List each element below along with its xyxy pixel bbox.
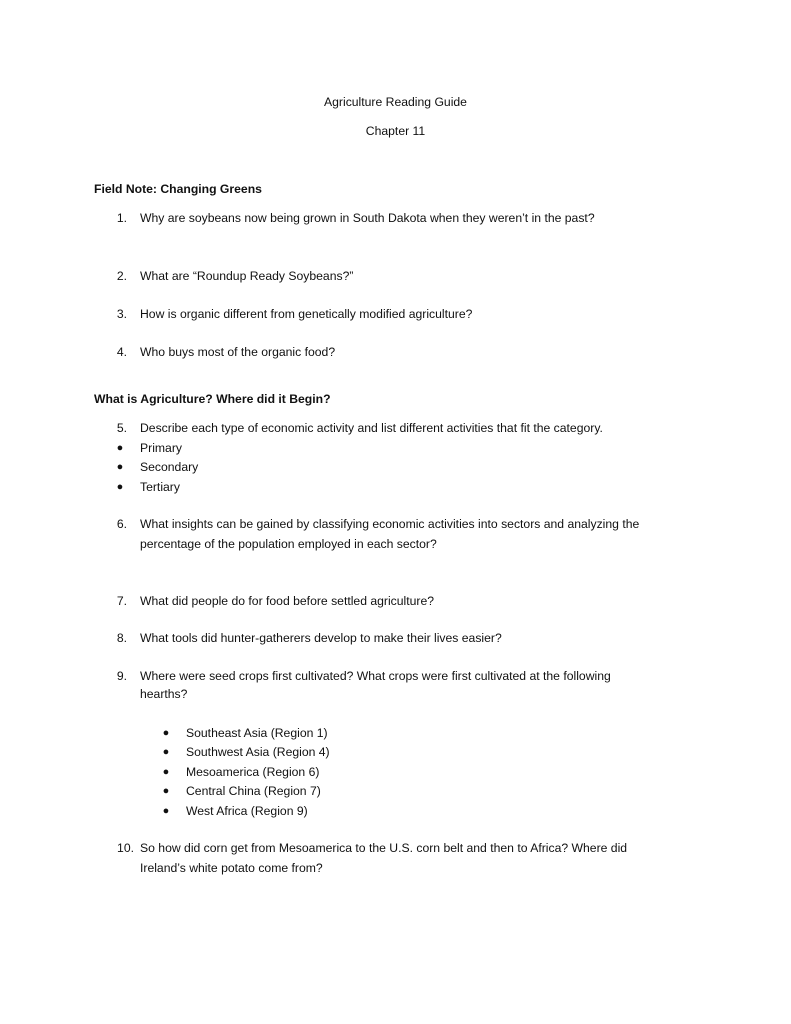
list-item: Southeast Asia (Region 1)	[186, 726, 328, 740]
list-item: Central China (Region 7)	[186, 784, 321, 798]
question-text: What are “Roundup Ready Soybeans?”	[140, 269, 354, 283]
list-item: Southwest Asia (Region 4)	[186, 745, 330, 759]
question-number: 4.	[116, 345, 127, 359]
question-text-continued: Ireland’s white potato come from?	[140, 861, 323, 875]
question-number: 1.	[116, 211, 127, 225]
question-text: So how did corn get from Mesoamerica to the U.S. corn belt and then to Africa? Where did	[140, 841, 628, 855]
bullet-icon: ●	[162, 785, 170, 797]
question-number: 2.	[116, 269, 127, 283]
chapter-label: Chapter 11	[365, 124, 426, 138]
bullet-icon: ●	[162, 746, 170, 758]
section-heading-field-note: Field Note: Changing Greens	[94, 182, 262, 196]
question-text-continued: percentage of the population employed in each sector?	[140, 537, 437, 551]
bullet-icon: ●	[116, 461, 124, 473]
question-text: What did people do for food before settled agriculture?	[140, 594, 435, 608]
question-number: 6.	[116, 517, 127, 531]
list-item: Tertiary	[140, 480, 180, 494]
question-number: 3.	[116, 307, 127, 321]
question-text: Who buys most of the organic food?	[140, 345, 336, 359]
question-text: What tools did hunter-gatherers develop to make their lives easier?	[140, 631, 502, 645]
question-number: 7.	[116, 594, 127, 608]
question-number: 8.	[116, 631, 127, 645]
question-text: Describe each type of economic activity and list different activities that fit the category.	[140, 421, 603, 435]
list-item: Primary	[140, 441, 182, 455]
question-text: Where were seed crops first cultivated? What crops were first cultivated at the following	[140, 669, 611, 683]
list-item: West Africa (Region 9)	[186, 804, 308, 818]
question-number: 10.	[117, 841, 134, 855]
list-item: Secondary	[140, 460, 199, 474]
question-text: What insights can be gained by classifying economic activities into sectors and analyzing the	[140, 517, 640, 531]
bullet-icon: ●	[162, 727, 170, 739]
bullet-icon: ●	[162, 766, 170, 778]
question-number: 5.	[116, 421, 127, 435]
bullet-icon: ●	[116, 481, 124, 493]
bullet-icon: ●	[162, 805, 170, 817]
list-item: Mesoamerica (Region 6)	[186, 765, 320, 779]
question-number: 9.	[116, 669, 127, 683]
question-text: Why are soybeans now being grown in South Dakota when they weren’t in the past?	[140, 211, 595, 225]
document-title: Agriculture Reading Guide	[324, 95, 467, 109]
question-text-continued: hearths?	[140, 687, 188, 701]
section-heading-agriculture: What is Agriculture? Where did it Begin?	[94, 392, 331, 406]
question-text: How is organic different from genetically modified agriculture?	[140, 307, 473, 321]
bullet-icon: ●	[116, 442, 124, 454]
